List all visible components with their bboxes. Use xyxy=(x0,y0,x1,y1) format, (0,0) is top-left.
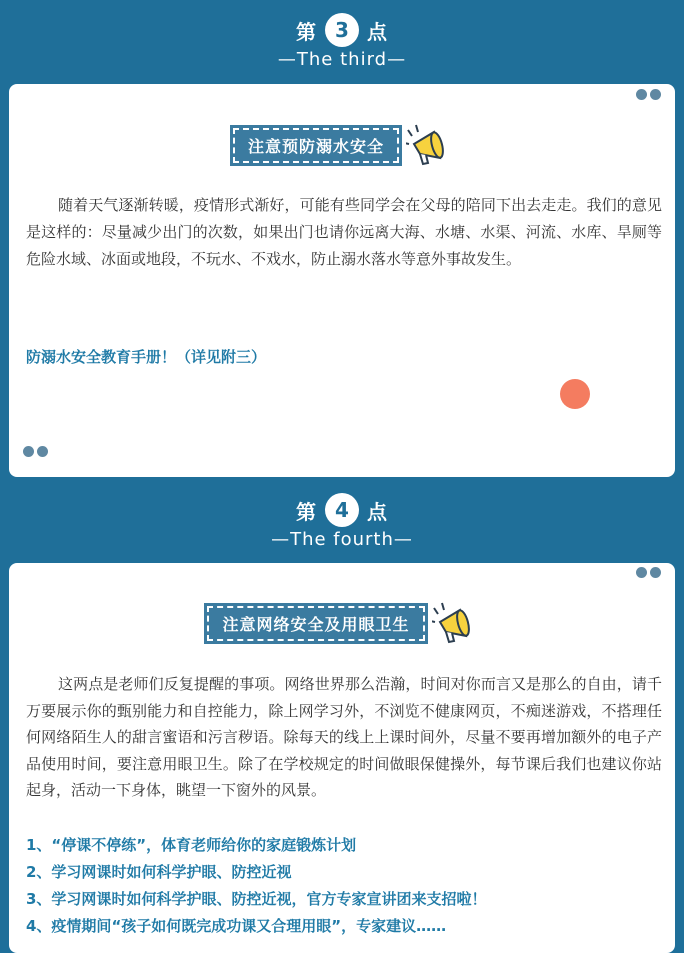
list-item-link[interactable]: 3、学习网课时如何科学护眼、防控近视，官方专家宣讲团来支招啦！ xyxy=(26,890,487,908)
section4-header xyxy=(0,480,684,566)
section4-tag-row xyxy=(9,600,675,646)
section3-number-badge: 3 xyxy=(325,13,359,47)
dot-icon xyxy=(23,446,34,457)
dot-icon xyxy=(650,89,661,100)
list-item-link[interactable]: 2、学习网课时如何科学护眼、防控近视 xyxy=(26,863,292,881)
dot-icon xyxy=(636,89,647,100)
section4-card xyxy=(9,563,675,953)
megaphone-icon xyxy=(406,122,454,168)
section4-paragraph: 这两点是老师们反复提醒的事项。网络世界那么浩瀚，时间对你而言又是那么的自由，请千万要展示你的甄别能力和自控能力，除上网学习外，不浏览不健康网页，不痴迷游戏，不搭理任何网络陌生人的甜言蜜语和污言秽语。除每天的线上上课时间外，尽量不要再增加额外的电子产品使用时间，要注意用眼卫生。除了在学校规定的时间做眼保健操外，每节课后我们也建议你站起身，活动一下身体，眺望一下窗外的风景。 xyxy=(26,675,662,799)
list-item-link[interactable]: 4、疫情期间“孩子如何既完成功课又合理用眼”，专家建议…… xyxy=(26,917,447,935)
list-item-link[interactable]: 1、“停课不停练”，体育老师给你的家庭锻炼计划 xyxy=(26,836,357,854)
section4-di: 第 xyxy=(296,499,317,524)
dot-icon xyxy=(37,446,48,457)
section3-manual-link[interactable]: 防溺水安全教育手册！（详见附三） xyxy=(26,348,267,366)
section3-card xyxy=(9,84,675,477)
section4-link-list xyxy=(26,832,486,940)
section3-dian: 点 xyxy=(367,19,388,44)
section4-dian: 点 xyxy=(367,499,388,524)
section3-header xyxy=(0,0,684,86)
dot-icon xyxy=(636,567,647,578)
dot-icon xyxy=(650,567,661,578)
decor-dots-top xyxy=(636,567,661,578)
section4-number-badge: 4 xyxy=(325,493,359,527)
section3-paragraph: 随着天气逐渐转暖，疫情形式渐好，可能有些同学会在父母的陪同下出去走走。我们的意见是这样的：尽量减少出门的次数，如果出门也请你远离大海、水塘、水渠、河流、水库、旱厕等危险水域、冰面或地段，不玩水、不戏水，防止溺水落水等意外事故发生。 xyxy=(26,196,662,268)
decor-dots-bottom xyxy=(23,446,48,457)
section4-tag: 注意网络安全及用眼卫生 xyxy=(204,603,427,644)
decor-circle xyxy=(560,379,590,409)
section3-subtitle: —The third— xyxy=(277,49,407,70)
section4-subtitle: —The fourth— xyxy=(271,529,413,550)
section3-tag: 注意预防溺水安全 xyxy=(230,125,402,166)
section3-di: 第 xyxy=(296,19,317,44)
megaphone-icon xyxy=(432,600,480,646)
section3-tag-row xyxy=(9,122,675,168)
decor-dots-top xyxy=(636,89,661,100)
